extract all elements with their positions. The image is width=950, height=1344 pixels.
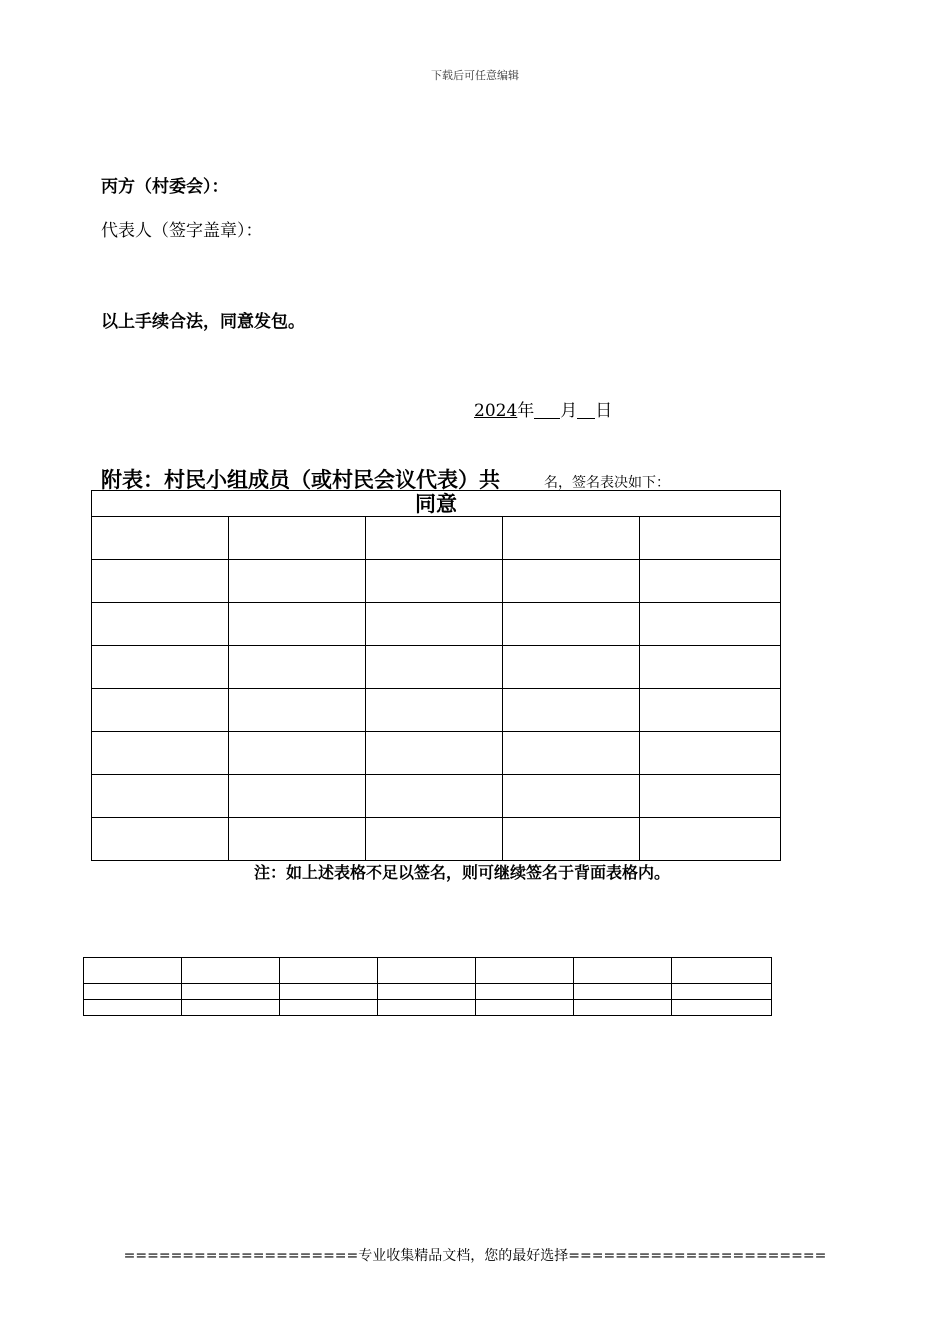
signature-cell[interactable]	[229, 689, 366, 732]
extra-cell[interactable]	[84, 958, 182, 984]
signature-cell[interactable]	[640, 646, 781, 689]
extra-cell[interactable]	[672, 1000, 772, 1016]
signature-cell[interactable]	[503, 646, 640, 689]
date-year: 2024	[474, 401, 518, 421]
signature-cell[interactable]	[366, 775, 503, 818]
table-row	[92, 603, 781, 646]
signature-cell[interactable]	[640, 603, 781, 646]
extra-cell[interactable]	[476, 958, 574, 984]
extra-cell[interactable]	[574, 1000, 672, 1016]
extra-cell[interactable]	[280, 1000, 378, 1016]
extra-cell[interactable]	[84, 984, 182, 1000]
table-row	[92, 560, 781, 603]
day-blank[interactable]	[577, 402, 595, 419]
signature-cell[interactable]	[366, 560, 503, 603]
approval-statement: 以上手续合法，同意发包。	[101, 312, 305, 332]
signature-cell[interactable]	[640, 689, 781, 732]
date-year-unit: 年	[517, 401, 535, 421]
signature-table	[91, 490, 781, 861]
signature-cell[interactable]	[503, 689, 640, 732]
signature-cell[interactable]	[92, 560, 229, 603]
signature-cell[interactable]	[366, 732, 503, 775]
table-row	[84, 1000, 772, 1016]
signature-cell[interactable]	[366, 646, 503, 689]
extra-cell[interactable]	[672, 984, 772, 1000]
signature-cell[interactable]	[92, 732, 229, 775]
signature-cell[interactable]	[92, 775, 229, 818]
extra-cell[interactable]	[476, 984, 574, 1000]
extra-cell[interactable]	[476, 1000, 574, 1016]
signature-cell[interactable]	[503, 818, 640, 861]
signature-cell[interactable]	[640, 560, 781, 603]
signature-cell[interactable]	[503, 775, 640, 818]
extra-cell[interactable]	[378, 958, 476, 984]
table-row	[92, 775, 781, 818]
table-row	[92, 517, 781, 560]
extra-cell[interactable]	[672, 958, 772, 984]
table-row	[92, 732, 781, 775]
table-row	[92, 646, 781, 689]
extra-table	[83, 957, 772, 1016]
signature-cell[interactable]	[366, 818, 503, 861]
signature-cell[interactable]	[366, 603, 503, 646]
signature-cell[interactable]	[92, 646, 229, 689]
extra-cell[interactable]	[280, 984, 378, 1000]
signature-cell[interactable]	[229, 560, 366, 603]
extra-cell[interactable]	[574, 958, 672, 984]
table-row	[92, 818, 781, 861]
table-row	[84, 984, 772, 1000]
appendix-suffix: 名，签名表决如下：	[544, 475, 670, 491]
signature-cell[interactable]	[503, 517, 640, 560]
appendix-title: 附表：村民小组成员（或村民会议代表）共	[101, 467, 500, 492]
extra-cell[interactable]	[182, 958, 280, 984]
signature-cell[interactable]	[229, 818, 366, 861]
date-day-unit: 日	[595, 401, 613, 421]
signature-cell[interactable]	[503, 560, 640, 603]
representative-label: 代表人（签字盖章）：	[101, 221, 263, 241]
signature-table-header: 同意	[92, 491, 781, 517]
footer-banner: ====================专业收集精品文档，您的最好选择======================	[123, 1248, 827, 1264]
extra-cell[interactable]	[378, 984, 476, 1000]
signature-cell[interactable]	[92, 517, 229, 560]
signature-cell[interactable]	[640, 732, 781, 775]
signature-cell[interactable]	[92, 603, 229, 646]
header-note: 下载后可任意编辑	[431, 69, 519, 82]
extra-cell[interactable]	[182, 984, 280, 1000]
extra-cell[interactable]	[280, 958, 378, 984]
signature-cell[interactable]	[640, 517, 781, 560]
signature-cell[interactable]	[366, 517, 503, 560]
member-count-blank[interactable]	[500, 470, 544, 491]
party-c-label: 丙方（村委会）：	[101, 177, 229, 197]
extra-cell[interactable]	[182, 1000, 280, 1016]
signature-cell[interactable]	[366, 689, 503, 732]
table-row	[92, 689, 781, 732]
signature-cell[interactable]	[640, 775, 781, 818]
signature-cell[interactable]	[229, 775, 366, 818]
date-month-unit: 月	[560, 401, 578, 421]
signature-cell[interactable]	[92, 818, 229, 861]
signature-cell[interactable]	[503, 732, 640, 775]
signature-cell[interactable]	[503, 603, 640, 646]
extra-cell[interactable]	[574, 984, 672, 1000]
extra-cell[interactable]	[84, 1000, 182, 1016]
table-row	[84, 958, 772, 984]
date-line	[474, 396, 612, 421]
signature-cell[interactable]	[92, 689, 229, 732]
signature-cell[interactable]	[229, 603, 366, 646]
month-blank[interactable]	[534, 402, 560, 419]
signature-cell[interactable]	[229, 517, 366, 560]
signature-cell[interactable]	[229, 732, 366, 775]
extra-cell[interactable]	[378, 1000, 476, 1016]
signature-cell[interactable]	[229, 646, 366, 689]
table-note: 注：如上述表格不足以签名，则可继续签名于背面表格内。	[254, 863, 671, 882]
signature-cell[interactable]	[640, 818, 781, 861]
